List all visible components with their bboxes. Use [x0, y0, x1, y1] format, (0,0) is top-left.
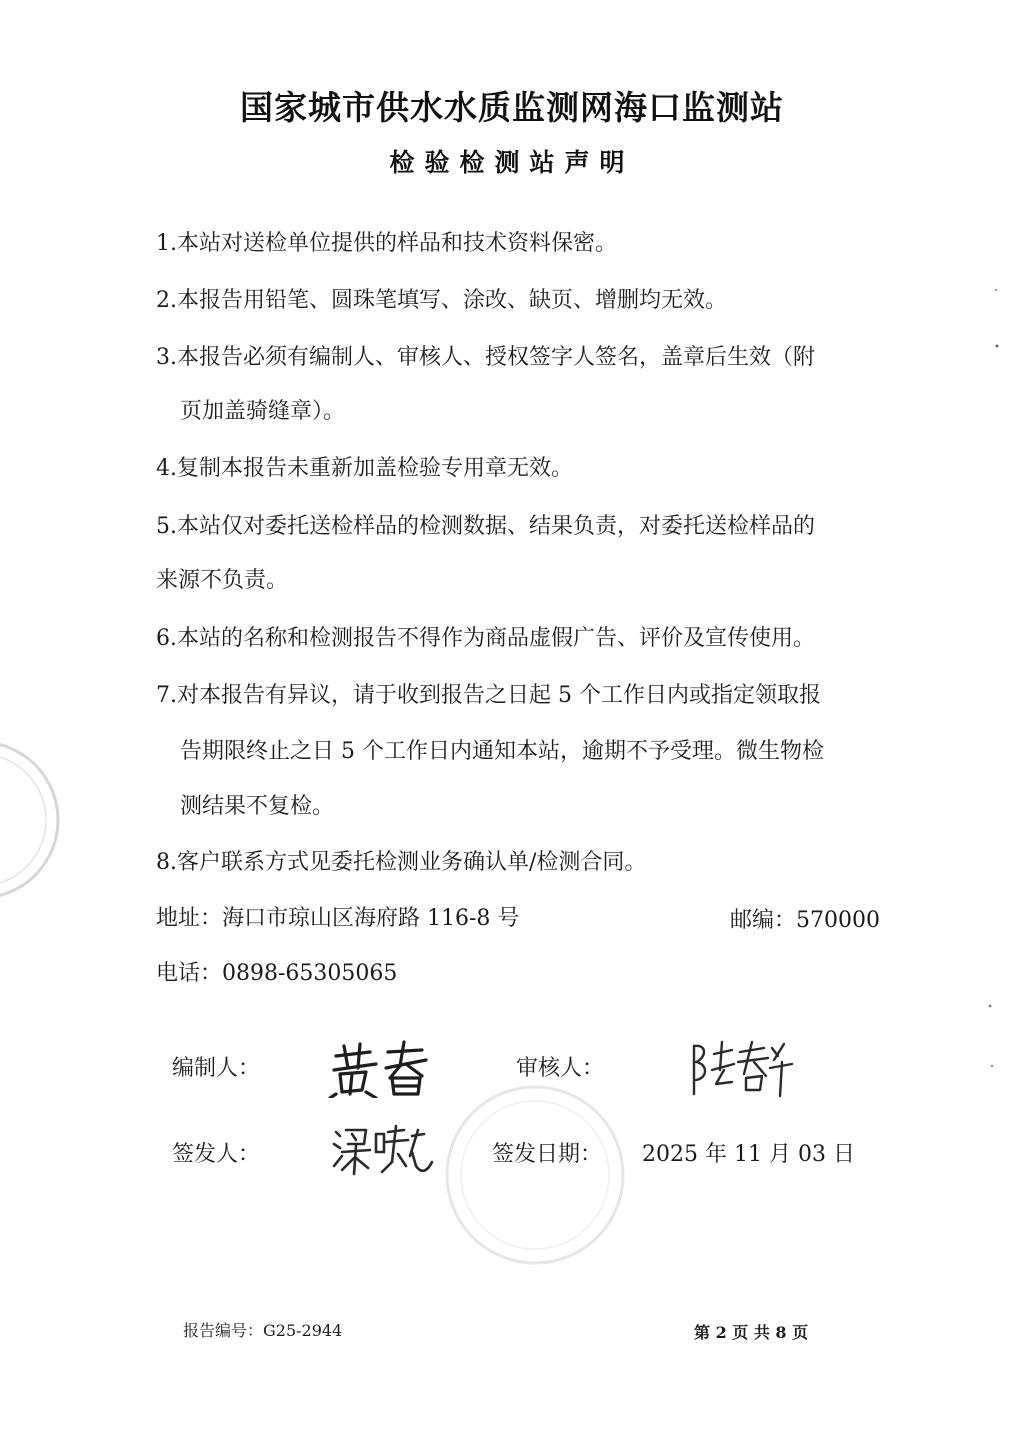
statement-5-line-2: 来源不负责。 [156, 568, 289, 593]
issue-date: 2025 年 11 月 03 日 [642, 1142, 855, 1167]
document-title: 国家城市供水水质监测网海口监测站 [240, 88, 784, 127]
statement-4: 4.复制本报告未重新加盖检验专用章无效。 [156, 456, 573, 481]
statement-3-line-1: 3.本报告必须有编制人、审核人、授权签字人签名，盖章后生效（附 [156, 345, 815, 370]
page-indicator: 第 2 页 共 8 页 [694, 1323, 809, 1342]
report-number: 报告编号：G25-2944 [183, 1321, 343, 1340]
faint-seal-stamp-center [440, 1080, 630, 1270]
statement-8: 8.客户联系方式见委托检测业务确认单/检测合同。 [156, 850, 647, 875]
compiler-label: 编制人： [172, 1056, 261, 1081]
reviewer-label: 审核人： [516, 1056, 605, 1081]
issuer-handwritten-signature [330, 1122, 434, 1182]
statement-7-line-3: 测结果不复检。 [180, 794, 335, 819]
statement-3-line-2: 页加盖骑缝章）。 [180, 399, 346, 424]
statement-7-line-2: 告期限终止之日 5 个工作日内通知本站，逾期不予受理。微生物检 [180, 739, 824, 764]
statement-7-line-1: 7.对本报告有异议，请于收到报告之日起 5 个工作日内或指定领取报 [156, 683, 821, 708]
issuer-label: 签发人： [172, 1142, 261, 1167]
issue-date-label: 签发日期： [492, 1142, 603, 1167]
statement-5-line-1: 5.本站仅对委托送检样品的检测数据、结果负责，对委托送检样品的 [156, 514, 815, 539]
phone: 电话：0898-65305065 [156, 961, 398, 986]
postcode: 邮编：570000 [730, 908, 880, 933]
reviewer-handwritten-signature [686, 1034, 796, 1098]
statement-6: 6.本站的名称和检测报告不得作为商品虚假广告、评价及宣传使用。 [156, 626, 815, 651]
partial-seal-stamp-left [0, 720, 80, 920]
statement-2: 2.本报告用铅笔、圆珠笔填写、涂改、缺页、增删均无效。 [156, 288, 727, 313]
scan-specks [980, 280, 1010, 1080]
document-subtitle: 检验检测站声明 [389, 148, 635, 177]
statement-1: 1.本站对送检单位提供的样品和技术资料保密。 [156, 231, 617, 256]
compiler-handwritten-signature [326, 1038, 436, 1098]
address: 地址：海口市琼山区海府路 116-8 号 [156, 906, 520, 931]
